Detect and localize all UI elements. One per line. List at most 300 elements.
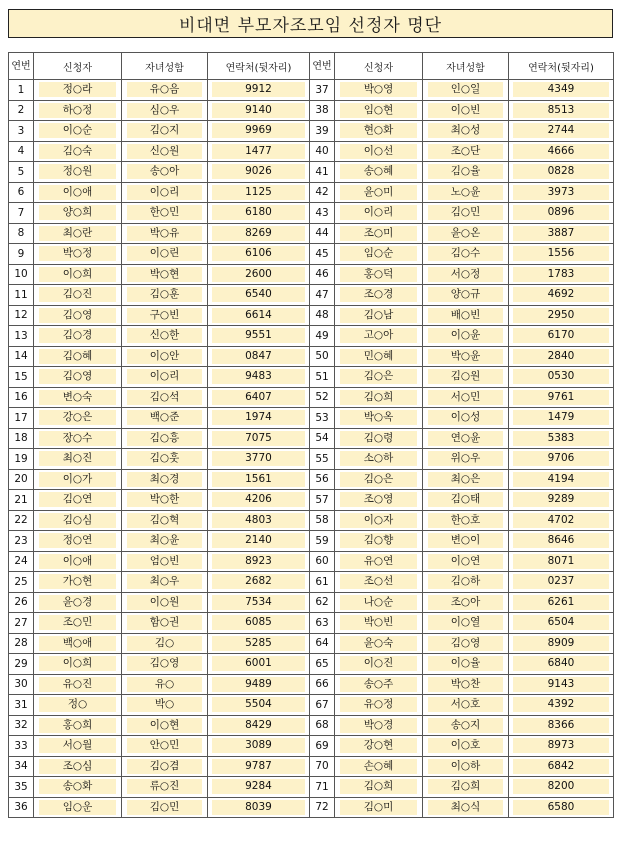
child-name	[423, 223, 509, 244]
applicant-name	[34, 244, 122, 265]
phone-last-digits	[509, 80, 614, 101]
phone-last-digits-value: 2840	[513, 349, 609, 364]
child-name	[122, 633, 208, 654]
row-number: 57	[310, 490, 335, 511]
child-name-value: 최○윤	[127, 533, 202, 548]
phone-last-digits	[208, 162, 310, 183]
applicant-name	[335, 244, 423, 265]
child-name	[122, 141, 208, 162]
applicant-name-value: 김○진	[39, 287, 116, 302]
applicant-name-value: 현○화	[340, 123, 417, 138]
child-name-value: 이○하	[428, 759, 503, 774]
row-number: 42	[310, 182, 335, 203]
phone-last-digits-value: 2682	[212, 574, 305, 589]
child-name-value: 이○안	[127, 349, 202, 364]
phone-last-digits-value: 6580	[513, 800, 609, 815]
phone-last-digits	[509, 428, 614, 449]
table-row	[9, 346, 614, 367]
applicant-name	[335, 326, 423, 347]
applicant-name-value: 정○라	[39, 82, 116, 97]
child-name-value: 김○하	[428, 574, 503, 589]
applicant-name	[335, 182, 423, 203]
phone-last-digits	[208, 326, 310, 347]
phone-last-digits	[509, 223, 614, 244]
table-row	[9, 592, 614, 613]
child-name-value: 김○율	[428, 164, 503, 179]
child-name	[122, 777, 208, 798]
applicant-name	[335, 777, 423, 798]
phone-last-digits	[509, 736, 614, 757]
child-name	[122, 428, 208, 449]
applicant-name-value: 하○정	[39, 103, 116, 118]
phone-last-digits-value: 8909	[513, 636, 609, 651]
applicant-name-value: 정○	[39, 697, 116, 712]
phone-last-digits	[509, 654, 614, 675]
table-row	[9, 182, 614, 203]
phone-last-digits-value: 4803	[212, 513, 305, 528]
child-name-value: 김○민	[428, 205, 503, 220]
phone-last-digits-value: 0530	[513, 369, 609, 384]
row-number: 45	[310, 244, 335, 265]
child-name	[122, 285, 208, 306]
applicant-name	[335, 223, 423, 244]
applicant-name	[335, 305, 423, 326]
child-name-value: 송○지	[428, 718, 503, 733]
phone-last-digits	[208, 674, 310, 695]
row-number: 4	[9, 141, 34, 162]
phone-last-digits	[509, 674, 614, 695]
applicant-name	[335, 551, 423, 572]
applicant-name-value: 장○수	[39, 431, 116, 446]
applicant-name	[34, 572, 122, 593]
child-name-value: 김○민	[127, 800, 202, 815]
child-name-value: 함○권	[127, 615, 202, 630]
phone-last-digits-value: 9551	[212, 328, 305, 343]
child-name	[423, 510, 509, 531]
phone-last-digits-value: 8923	[212, 554, 305, 569]
child-name	[423, 346, 509, 367]
row-number: 9	[9, 244, 34, 265]
phone-last-digits-value: 0896	[513, 205, 609, 220]
child-name-value: 이○율	[428, 656, 503, 671]
phone-last-digits-value: 7075	[212, 431, 305, 446]
applicant-name	[335, 797, 423, 818]
phone-last-digits	[509, 100, 614, 121]
phone-last-digits	[509, 633, 614, 654]
applicant-name	[335, 613, 423, 634]
row-number: 40	[310, 141, 335, 162]
child-name	[423, 285, 509, 306]
applicant-name	[34, 756, 122, 777]
table-row	[9, 121, 614, 142]
applicant-name	[335, 674, 423, 695]
row-number: 7	[9, 203, 34, 224]
phone-last-digits	[208, 633, 310, 654]
applicant-name	[335, 715, 423, 736]
header-child-right: 자녀성함	[423, 53, 509, 80]
applicant-name-value: 김○희	[340, 779, 417, 794]
child-name-value: 박○현	[127, 267, 202, 282]
row-number: 61	[310, 572, 335, 593]
row-number: 49	[310, 326, 335, 347]
applicant-name-value: 변○숙	[39, 390, 116, 405]
child-name-value: 배○빈	[428, 308, 503, 323]
child-name-value: 김○훗	[127, 451, 202, 466]
row-number: 68	[310, 715, 335, 736]
row-number: 28	[9, 633, 34, 654]
phone-last-digits	[509, 592, 614, 613]
applicant-name-value: 임○운	[39, 800, 116, 815]
row-number: 13	[9, 326, 34, 347]
phone-last-digits	[509, 346, 614, 367]
applicant-name	[335, 531, 423, 552]
table-row	[9, 223, 614, 244]
applicant-name-value: 박○정	[39, 246, 116, 261]
row-number: 33	[9, 736, 34, 757]
phone-last-digits-value: 9143	[513, 677, 609, 692]
row-number: 53	[310, 408, 335, 429]
applicant-name	[335, 162, 423, 183]
phone-last-digits-value: 6842	[513, 759, 609, 774]
table-row	[9, 531, 614, 552]
row-number: 55	[310, 449, 335, 470]
applicant-name	[335, 572, 423, 593]
phone-last-digits-value: 3887	[513, 226, 609, 241]
child-name	[122, 326, 208, 347]
applicant-name-value: 김○영	[39, 369, 116, 384]
applicant-name	[335, 80, 423, 101]
child-name	[423, 613, 509, 634]
applicant-name-value: 유○정	[340, 697, 417, 712]
phone-last-digits-value: 8269	[212, 226, 305, 241]
row-number: 25	[9, 572, 34, 593]
table-row	[9, 633, 614, 654]
applicant-name-value: 손○혜	[340, 759, 417, 774]
applicant-name	[34, 592, 122, 613]
row-number: 62	[310, 592, 335, 613]
applicant-name-value: 김○은	[340, 472, 417, 487]
table-header-row	[9, 53, 614, 80]
phone-last-digits	[509, 203, 614, 224]
applicant-name	[34, 633, 122, 654]
applicant-name	[34, 613, 122, 634]
applicant-name	[34, 346, 122, 367]
phone-last-digits	[208, 531, 310, 552]
row-number: 10	[9, 264, 34, 285]
phone-last-digits	[208, 387, 310, 408]
phone-last-digits	[208, 203, 310, 224]
row-number: 65	[310, 654, 335, 675]
applicant-name-value: 강○은	[39, 410, 116, 425]
table-row	[9, 756, 614, 777]
phone-last-digits-value: 5504	[212, 697, 305, 712]
phone-last-digits	[509, 244, 614, 265]
child-name-value: 유○음	[127, 82, 202, 97]
phone-last-digits	[509, 797, 614, 818]
child-name	[423, 592, 509, 613]
row-number: 3	[9, 121, 34, 142]
child-name-value: 최○은	[428, 472, 503, 487]
child-name	[122, 490, 208, 511]
applicant-name-value: 고○아	[340, 328, 417, 343]
child-name-value: 연○윤	[428, 431, 503, 446]
phone-last-digits-value: 9706	[513, 451, 609, 466]
phone-last-digits	[208, 80, 310, 101]
applicant-name-value: 박○경	[340, 718, 417, 733]
phone-last-digits-value: 4194	[513, 472, 609, 487]
applicant-name	[34, 490, 122, 511]
child-name	[423, 572, 509, 593]
phone-last-digits	[208, 100, 310, 121]
phone-last-digits-value: 1125	[212, 185, 305, 200]
applicant-name	[34, 674, 122, 695]
row-number: 54	[310, 428, 335, 449]
applicant-name	[335, 428, 423, 449]
phone-last-digits-value: 6614	[212, 308, 305, 323]
row-number: 36	[9, 797, 34, 818]
child-name	[122, 100, 208, 121]
applicant-name-value: 이○리	[340, 205, 417, 220]
row-number: 66	[310, 674, 335, 695]
phone-last-digits-value: 6085	[212, 615, 305, 630]
applicant-name-value: 나○순	[340, 595, 417, 610]
table-row	[9, 100, 614, 121]
child-name-value: 위○우	[428, 451, 503, 466]
applicant-name-value: 소○하	[340, 451, 417, 466]
table-row	[9, 387, 614, 408]
applicant-name-value: 홍○희	[39, 718, 116, 733]
phone-last-digits-value: 6540	[212, 287, 305, 302]
table-row	[9, 613, 614, 634]
child-name-value: 김○훈	[127, 287, 202, 302]
phone-last-digits-value: 9969	[212, 123, 305, 138]
phone-last-digits	[208, 510, 310, 531]
header-child-left: 자녀성함	[122, 53, 208, 80]
applicant-name-value: 김○영	[39, 308, 116, 323]
child-name	[122, 305, 208, 326]
row-number: 26	[9, 592, 34, 613]
row-number: 34	[9, 756, 34, 777]
applicant-name	[34, 367, 122, 388]
phone-last-digits	[208, 264, 310, 285]
child-name-value: 김○지	[127, 123, 202, 138]
child-name-value: 유○	[127, 677, 202, 692]
applicant-name	[335, 121, 423, 142]
phone-last-digits-value: 6106	[212, 246, 305, 261]
applicant-name-value: 조○미	[340, 226, 417, 241]
phone-last-digits-value: 8071	[513, 554, 609, 569]
child-name	[122, 182, 208, 203]
phone-last-digits-value: 0237	[513, 574, 609, 589]
applicant-name-value: 정○연	[39, 533, 116, 548]
applicant-name	[335, 469, 423, 490]
applicant-name-value: 양○희	[39, 205, 116, 220]
phone-last-digits-value: 9289	[513, 492, 609, 507]
row-number: 29	[9, 654, 34, 675]
phone-last-digits-value: 6170	[513, 328, 609, 343]
phone-last-digits	[208, 613, 310, 634]
applicant-name	[34, 223, 122, 244]
table-row	[9, 715, 614, 736]
table-row	[9, 305, 614, 326]
child-name-value: 김○겸	[127, 759, 202, 774]
child-name-value: 김○태	[428, 492, 503, 507]
child-name	[423, 633, 509, 654]
table-row	[9, 244, 614, 265]
phone-last-digits	[509, 367, 614, 388]
applicant-name	[335, 264, 423, 285]
phone-last-digits	[208, 756, 310, 777]
phone-last-digits-value: 3770	[212, 451, 305, 466]
row-number: 52	[310, 387, 335, 408]
row-number: 48	[310, 305, 335, 326]
applicant-name-value: 송○혜	[340, 164, 417, 179]
child-name	[122, 121, 208, 142]
phone-last-digits	[208, 797, 310, 818]
applicant-name-value: 김○미	[340, 800, 417, 815]
row-number: 11	[9, 285, 34, 306]
row-number: 38	[310, 100, 335, 121]
child-name-value: 박○한	[127, 492, 202, 507]
child-name-value: 김○수	[428, 246, 503, 261]
child-name	[423, 715, 509, 736]
applicant-name-value: 윤○미	[340, 185, 417, 200]
row-number: 21	[9, 490, 34, 511]
applicant-name	[34, 551, 122, 572]
applicant-name-value: 송○화	[39, 779, 116, 794]
table-row	[9, 141, 614, 162]
applicant-name	[335, 449, 423, 470]
phone-last-digits	[509, 121, 614, 142]
row-number: 63	[310, 613, 335, 634]
phone-last-digits-value: 8513	[513, 103, 609, 118]
applicant-name	[34, 141, 122, 162]
applicant-name	[34, 695, 122, 716]
applicant-name	[34, 654, 122, 675]
child-name-value: 김○	[127, 636, 202, 651]
row-number: 22	[9, 510, 34, 531]
applicant-name-value: 이○희	[39, 656, 116, 671]
applicant-name-value: 최○란	[39, 226, 116, 241]
child-name-value: 이○원	[127, 595, 202, 610]
row-number: 58	[310, 510, 335, 531]
child-name-value: 이○열	[428, 615, 503, 630]
applicant-name-value: 임○현	[340, 103, 417, 118]
page-title	[8, 9, 613, 38]
applicant-name-value: 이○진	[340, 656, 417, 671]
table-row	[9, 285, 614, 306]
child-name	[122, 367, 208, 388]
child-name	[122, 244, 208, 265]
applicant-name	[335, 141, 423, 162]
phone-last-digits-value: 8646	[513, 533, 609, 548]
row-number: 69	[310, 736, 335, 757]
applicant-name-value: 조○경	[340, 287, 417, 302]
phone-last-digits-value: 4392	[513, 697, 609, 712]
phone-last-digits-value: 5285	[212, 636, 305, 651]
applicant-name	[34, 80, 122, 101]
child-name	[423, 387, 509, 408]
applicant-name	[335, 285, 423, 306]
child-name	[122, 469, 208, 490]
child-name	[423, 736, 509, 757]
child-name-value: 신○한	[127, 328, 202, 343]
row-number: 39	[310, 121, 335, 142]
child-name-value: 박○유	[127, 226, 202, 241]
applicant-name-value: 이○가	[39, 472, 116, 487]
applicant-name	[335, 203, 423, 224]
header-no-right: 연번	[310, 53, 335, 80]
row-number: 70	[310, 756, 335, 777]
applicant-name-value: 김○숙	[39, 144, 116, 159]
phone-last-digits-value: 8973	[513, 738, 609, 753]
applicant-name-value: 조○선	[340, 574, 417, 589]
applicant-name-value: 송○주	[340, 677, 417, 692]
child-name	[423, 531, 509, 552]
applicant-name	[34, 408, 122, 429]
applicant-name	[34, 326, 122, 347]
phone-last-digits	[509, 777, 614, 798]
table-row	[9, 572, 614, 593]
child-name-value: 서○정	[428, 267, 503, 282]
phone-last-digits-value: 9284	[212, 779, 305, 794]
phone-last-digits	[208, 592, 310, 613]
child-name	[423, 797, 509, 818]
applicant-name-value: 김○향	[340, 533, 417, 548]
phone-last-digits	[208, 408, 310, 429]
row-number: 27	[9, 613, 34, 634]
applicant-name	[335, 346, 423, 367]
phone-last-digits	[208, 141, 310, 162]
child-name-value: 이○윤	[428, 328, 503, 343]
child-name-value: 이○연	[428, 554, 503, 569]
child-name-value: 양○규	[428, 287, 503, 302]
applicant-name	[34, 121, 122, 142]
child-name-value: 최○경	[127, 472, 202, 487]
child-name	[423, 756, 509, 777]
phone-last-digits	[208, 367, 310, 388]
row-number: 47	[310, 285, 335, 306]
child-name	[122, 654, 208, 675]
row-number: 30	[9, 674, 34, 695]
phone-last-digits-value: 9483	[212, 369, 305, 384]
table-row	[9, 490, 614, 511]
applicant-name	[335, 736, 423, 757]
applicant-name-value: 이○순	[39, 123, 116, 138]
table-row	[9, 264, 614, 285]
child-name	[423, 674, 509, 695]
phone-last-digits	[509, 469, 614, 490]
phone-last-digits	[509, 387, 614, 408]
row-number: 20	[9, 469, 34, 490]
applicant-name	[335, 408, 423, 429]
phone-last-digits	[509, 695, 614, 716]
child-name	[423, 141, 509, 162]
applicant-name-value: 강○현	[340, 738, 417, 753]
phone-last-digits-value: 1479	[513, 410, 609, 425]
child-name-value: 이○성	[428, 410, 503, 425]
phone-last-digits	[208, 305, 310, 326]
phone-last-digits-value: 2950	[513, 308, 609, 323]
phone-last-digits	[208, 469, 310, 490]
row-number: 51	[310, 367, 335, 388]
row-number: 6	[9, 182, 34, 203]
phone-last-digits-value: 1783	[513, 267, 609, 282]
child-name	[122, 674, 208, 695]
applicant-name	[34, 182, 122, 203]
child-name-value: 박○윤	[428, 349, 503, 364]
child-name-value: 이○린	[127, 246, 202, 261]
